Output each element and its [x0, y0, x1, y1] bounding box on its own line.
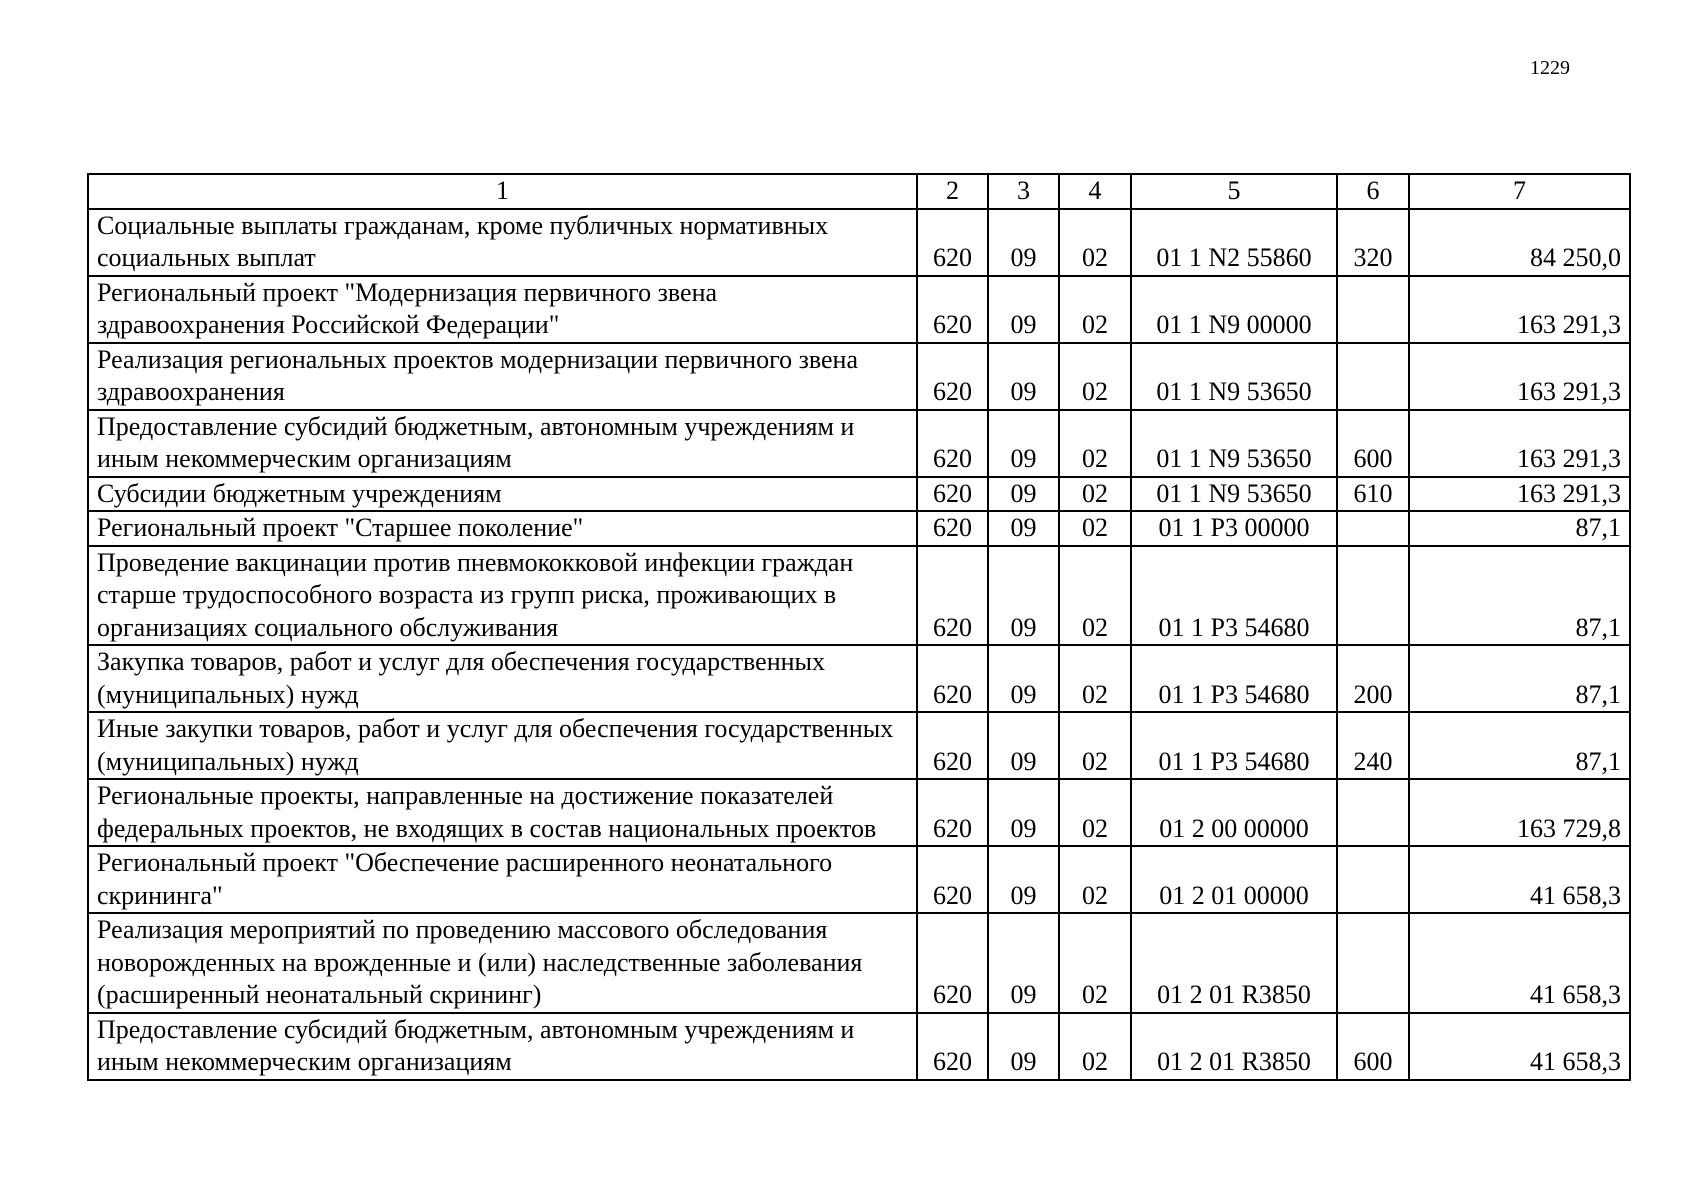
cell-amount: 41 658,3 — [1409, 1013, 1630, 1080]
item-name: Предоставление субсидий бюджетным, автономным учреждениям и иным некоммерческим организациям — [88, 410, 917, 477]
cell-col4: 02 — [1059, 343, 1131, 410]
cell-col6: 320 — [1337, 209, 1409, 276]
table-row — [88, 913, 1630, 1013]
table-row — [88, 410, 1630, 477]
table-row — [88, 645, 1630, 712]
column-header: 7 — [1409, 174, 1630, 209]
cell-amount: 163 291,3 — [1409, 343, 1630, 410]
cell-col2: 620 — [917, 779, 988, 846]
item-name: Реализация мероприятий по проведению массового обследования новорожденных на врожденные и (или) наследственные заболевания (расширенный неонатальный скрининг) — [88, 913, 917, 1013]
header-row — [88, 174, 1630, 209]
item-name: Региональные проекты, направленные на достижение показателей федеральных проектов, не входящих в состав национальных проектов — [88, 779, 917, 846]
cell-col3: 09 — [988, 477, 1059, 512]
cell-col4: 02 — [1059, 276, 1131, 343]
cell-amount: 41 658,3 — [1409, 846, 1630, 913]
item-name: Реализация региональных проектов модернизации первичного звена здравоохранения — [88, 343, 917, 410]
cell-col6 — [1337, 511, 1409, 546]
cell-amount: 41 658,3 — [1409, 913, 1630, 1013]
cell-col2: 620 — [917, 477, 988, 512]
cell-col3: 09 — [988, 209, 1059, 276]
item-name: Региональный проект "Старшее поколение" — [88, 511, 917, 546]
cell-col5: 01 1 P3 00000 — [1131, 511, 1337, 546]
column-header: 1 — [88, 174, 917, 209]
cell-col2: 620 — [917, 1013, 988, 1080]
cell-col2: 620 — [917, 511, 988, 546]
cell-col4: 02 — [1059, 1013, 1131, 1080]
cell-amount: 87,1 — [1409, 712, 1630, 779]
cell-col4: 02 — [1059, 209, 1131, 276]
cell-col5: 01 2 01 R3850 — [1131, 913, 1337, 1013]
cell-col5: 01 1 P3 54680 — [1131, 645, 1337, 712]
cell-col6 — [1337, 546, 1409, 646]
item-name: Субсидии бюджетным учреждениям — [88, 477, 917, 512]
cell-col2: 620 — [917, 712, 988, 779]
table-row — [88, 511, 1630, 546]
cell-col5: 01 1 N9 53650 — [1131, 343, 1337, 410]
cell-col6: 600 — [1337, 1013, 1409, 1080]
column-header: 2 — [917, 174, 988, 209]
column-header: 6 — [1337, 174, 1409, 209]
item-name: Региональный проект "Обеспечение расширенного неонатального скрининга" — [88, 846, 917, 913]
column-header: 4 — [1059, 174, 1131, 209]
cell-col4: 02 — [1059, 779, 1131, 846]
cell-col6: 200 — [1337, 645, 1409, 712]
item-name: Закупка товаров, работ и услуг для обеспечения государственных (муниципальных) нужд — [88, 645, 917, 712]
cell-col4: 02 — [1059, 511, 1131, 546]
cell-amount: 87,1 — [1409, 511, 1630, 546]
cell-col2: 620 — [917, 846, 988, 913]
table-row — [88, 712, 1630, 779]
cell-col5: 01 1 P3 54680 — [1131, 712, 1337, 779]
table-row — [88, 846, 1630, 913]
cell-col3: 09 — [988, 712, 1059, 779]
cell-col2: 620 — [917, 410, 988, 477]
item-name: Предоставление субсидий бюджетным, автономным учреждениям и иным некоммерческим организациям — [88, 1013, 917, 1080]
cell-col6 — [1337, 846, 1409, 913]
page-number: 1229 — [1530, 57, 1570, 79]
cell-col6 — [1337, 779, 1409, 846]
cell-amount: 87,1 — [1409, 645, 1630, 712]
cell-col3: 09 — [988, 410, 1059, 477]
cell-col5: 01 1 P3 54680 — [1131, 546, 1337, 646]
cell-col3: 09 — [988, 276, 1059, 343]
table-row — [88, 209, 1630, 276]
cell-col3: 09 — [988, 645, 1059, 712]
table-row — [88, 477, 1630, 512]
cell-col5: 01 1 N2 55860 — [1131, 209, 1337, 276]
cell-col2: 620 — [917, 913, 988, 1013]
table-row — [88, 1013, 1630, 1080]
budget-table — [87, 173, 1631, 1081]
cell-col4: 02 — [1059, 712, 1131, 779]
table-row — [88, 779, 1630, 846]
table-row — [88, 276, 1630, 343]
item-name: Иные закупки товаров, работ и услуг для обеспечения государственных (муниципальных) нужд — [88, 712, 917, 779]
cell-col5: 01 1 N9 53650 — [1131, 477, 1337, 512]
cell-col3: 09 — [988, 913, 1059, 1013]
cell-col6 — [1337, 913, 1409, 1013]
cell-amount: 84 250,0 — [1409, 209, 1630, 276]
cell-amount: 163 729,8 — [1409, 779, 1630, 846]
item-name: Проведение вакцинации против пневмококковой инфекции граждан старше трудоспособного возраста из групп риска, проживающих в организациях социального обслуживания — [88, 546, 917, 646]
table-row — [88, 343, 1630, 410]
cell-col3: 09 — [988, 846, 1059, 913]
column-header: 5 — [1131, 174, 1337, 209]
item-name: Региональный проект "Модернизация первичного звена здравоохранения Российской Федерации" — [88, 276, 917, 343]
cell-col4: 02 — [1059, 846, 1131, 913]
cell-col4: 02 — [1059, 913, 1131, 1013]
cell-col6: 600 — [1337, 410, 1409, 477]
cell-amount: 163 291,3 — [1409, 276, 1630, 343]
cell-col5: 01 2 01 R3850 — [1131, 1013, 1337, 1080]
cell-col2: 620 — [917, 209, 988, 276]
table-row — [88, 546, 1630, 646]
cell-col4: 02 — [1059, 645, 1131, 712]
cell-col4: 02 — [1059, 477, 1131, 512]
cell-amount: 87,1 — [1409, 546, 1630, 646]
cell-col5: 01 2 01 00000 — [1131, 846, 1337, 913]
cell-col2: 620 — [917, 546, 988, 646]
cell-col5: 01 1 N9 00000 — [1131, 276, 1337, 343]
cell-amount: 163 291,3 — [1409, 477, 1630, 512]
cell-col3: 09 — [988, 1013, 1059, 1080]
cell-col3: 09 — [988, 511, 1059, 546]
cell-col2: 620 — [917, 645, 988, 712]
column-header: 3 — [988, 174, 1059, 209]
cell-col2: 620 — [917, 343, 988, 410]
cell-amount: 163 291,3 — [1409, 410, 1630, 477]
cell-col5: 01 2 00 00000 — [1131, 779, 1337, 846]
cell-col3: 09 — [988, 546, 1059, 646]
cell-col6: 610 — [1337, 477, 1409, 512]
cell-col3: 09 — [988, 343, 1059, 410]
cell-col4: 02 — [1059, 410, 1131, 477]
cell-col6 — [1337, 276, 1409, 343]
cell-col5: 01 1 N9 53650 — [1131, 410, 1337, 477]
item-name: Социальные выплаты гражданам, кроме публичных нормативных социальных выплат — [88, 209, 917, 276]
cell-col2: 620 — [917, 276, 988, 343]
cell-col4: 02 — [1059, 546, 1131, 646]
cell-col6 — [1337, 343, 1409, 410]
cell-col6: 240 — [1337, 712, 1409, 779]
cell-col3: 09 — [988, 779, 1059, 846]
